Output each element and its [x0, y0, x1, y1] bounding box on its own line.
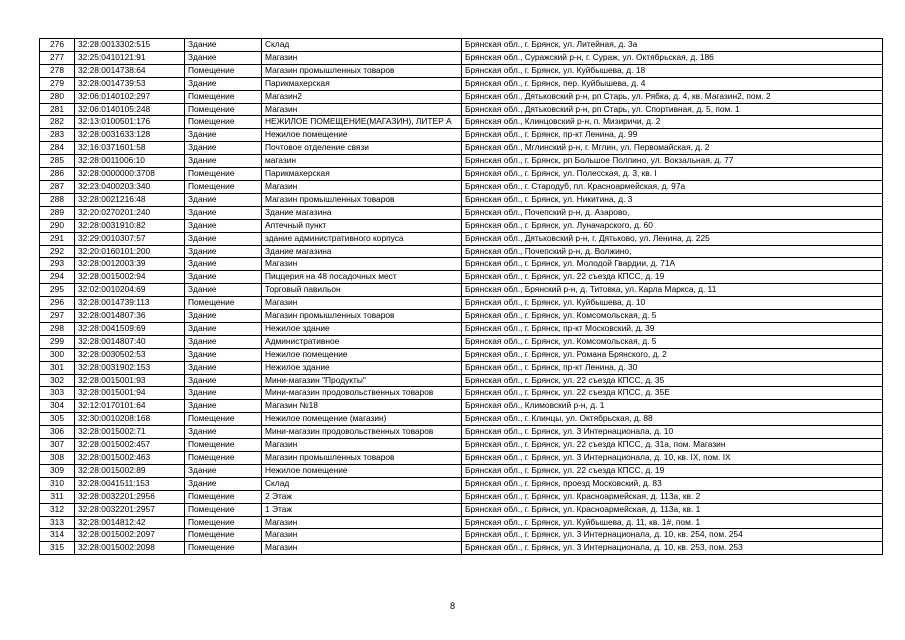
- address-cell: Брянская обл., г. Брянск, ул. 3 Интернационала, д. 10: [462, 426, 883, 439]
- cadastral-number-cell: 32:28:0031910:82: [75, 219, 185, 232]
- address-cell: Брянская обл., г. Стародуб, пл. Красноармейская, д. 97а: [462, 180, 883, 193]
- object-name-cell: здание административного корпуса: [262, 232, 462, 245]
- object-type-cell: Помещение: [185, 180, 262, 193]
- cadastral-number-cell: 32:28:0012003:39: [75, 258, 185, 271]
- row-number-cell: 277: [40, 51, 75, 64]
- object-type-cell: Помещение: [185, 529, 262, 542]
- object-name-cell: Магазин: [262, 542, 462, 555]
- object-name-cell: Торговый павильон: [262, 284, 462, 297]
- cadastral-number-cell: 32:13:0100501:176: [75, 116, 185, 129]
- row-number-cell: 302: [40, 374, 75, 387]
- property-table-body: [40, 39, 883, 555]
- cadastral-number-cell: 32:28:0041511:153: [75, 477, 185, 490]
- cadastral-number-cell: 32:28:0011006:10: [75, 155, 185, 168]
- address-cell: Брянская обл., Мглинский р-н, г. Мглин, ул. Первомайская, д. 2: [462, 142, 883, 155]
- table-row: [40, 426, 883, 439]
- object-name-cell: Магазин промышленных товаров: [262, 193, 462, 206]
- object-name-cell: Нежилое здание: [262, 361, 462, 374]
- cadastral-number-cell: 32:28:0021216:48: [75, 193, 185, 206]
- object-type-cell: Здание: [185, 51, 262, 64]
- table-row: [40, 464, 883, 477]
- object-name-cell: Мини-магазин продовольственных товаров: [262, 387, 462, 400]
- object-type-cell: Помещение: [185, 116, 262, 129]
- cadastral-number-cell: 32:02:0010204:69: [75, 284, 185, 297]
- object-name-cell: Магазин промышленных товаров: [262, 452, 462, 465]
- table-row: [40, 348, 883, 361]
- object-name-cell: Нежилое помещение: [262, 348, 462, 361]
- object-name-cell: Парикмахерская: [262, 77, 462, 90]
- table-row: [40, 361, 883, 374]
- cadastral-number-cell: 32:28:0031633:128: [75, 129, 185, 142]
- table-row: [40, 516, 883, 529]
- cadastral-number-cell: 32:12:0170101:64: [75, 400, 185, 413]
- object-type-cell: Здание: [185, 361, 262, 374]
- property-table: [39, 38, 883, 555]
- row-number-cell: 284: [40, 142, 75, 155]
- object-type-cell: Здание: [185, 232, 262, 245]
- object-type-cell: Помещение: [185, 452, 262, 465]
- object-name-cell: Нежилое помещение (магазин): [262, 413, 462, 426]
- object-type-cell: Помещение: [185, 439, 262, 452]
- object-type-cell: Помещение: [185, 542, 262, 555]
- row-number-cell: 296: [40, 297, 75, 310]
- cadastral-number-cell: 32:06:0140102:297: [75, 90, 185, 103]
- cadastral-number-cell: 32:28:0041509:69: [75, 322, 185, 335]
- cadastral-number-cell: 32:28:0015001:94: [75, 387, 185, 400]
- cadastral-number-cell: 32:23:0400203:340: [75, 180, 185, 193]
- object-type-cell: Помещение: [185, 413, 262, 426]
- row-number-cell: 294: [40, 271, 75, 284]
- row-number-cell: 276: [40, 39, 75, 52]
- row-number-cell: 295: [40, 284, 75, 297]
- cadastral-number-cell: 32:20:0270201:240: [75, 206, 185, 219]
- row-number-cell: 293: [40, 258, 75, 271]
- object-name-cell: Магазин2: [262, 90, 462, 103]
- object-name-cell: Парикмахерская: [262, 168, 462, 181]
- object-name-cell: Магазин: [262, 258, 462, 271]
- table-row: [40, 503, 883, 516]
- table-row: [40, 322, 883, 335]
- row-number-cell: 311: [40, 490, 75, 503]
- object-name-cell: Магазин: [262, 529, 462, 542]
- object-type-cell: Здание: [185, 155, 262, 168]
- cadastral-number-cell: 32:28:0031902:153: [75, 361, 185, 374]
- table-row: [40, 439, 883, 452]
- address-cell: Брянская обл., Дятьковский р-н, г. Дятьково, ул. Ленина, д. 225: [462, 232, 883, 245]
- address-cell: Брянская обл., Почепский р-н, д. Азарово,: [462, 206, 883, 219]
- table-row: [40, 245, 883, 258]
- table-row: [40, 155, 883, 168]
- object-type-cell: Помещение: [185, 297, 262, 310]
- object-type-cell: Здание: [185, 142, 262, 155]
- row-number-cell: 301: [40, 361, 75, 374]
- address-cell: Брянская обл., г. Брянск, ул. Красноармейская, д. 113а, кв. 2: [462, 490, 883, 503]
- cadastral-number-cell: 32:28:0014738:64: [75, 64, 185, 77]
- row-number-cell: 308: [40, 452, 75, 465]
- row-number-cell: 278: [40, 64, 75, 77]
- cadastral-number-cell: 32:06:0140105:248: [75, 103, 185, 116]
- address-cell: Брянская обл., г. Брянск, ул. Полесская, д. 3, кв. I: [462, 168, 883, 181]
- cadastral-number-cell: 32:28:0030502:53: [75, 348, 185, 361]
- row-number-cell: 280: [40, 90, 75, 103]
- row-number-cell: 305: [40, 413, 75, 426]
- object-type-cell: Помещение: [185, 64, 262, 77]
- row-number-cell: 314: [40, 529, 75, 542]
- row-number-cell: 283: [40, 129, 75, 142]
- cadastral-number-cell: 32:28:0000000:3708: [75, 168, 185, 181]
- object-name-cell: Магазин: [262, 103, 462, 116]
- address-cell: Брянская обл., г. Брянск, ул. 3 Интернационала, д. 10, кв. IX, пом. IX: [462, 452, 883, 465]
- address-cell: Брянская обл., г. Брянск, ул. 22 съезда КПСС, д. 35Е: [462, 387, 883, 400]
- cadastral-number-cell: 32:28:0014807:36: [75, 310, 185, 323]
- address-cell: Брянская обл., г. Брянск, ул. 22 съезда КПСС, д. 19: [462, 271, 883, 284]
- object-name-cell: Почтовое отделение связи: [262, 142, 462, 155]
- object-name-cell: НЕЖИЛОЕ ПОМЕЩЕНИЕ(МАГАЗИН), ЛИТЕР А: [262, 116, 462, 129]
- cadastral-number-cell: 32:25:0410121:91: [75, 51, 185, 64]
- object-name-cell: Магазин №18: [262, 400, 462, 413]
- object-type-cell: Здание: [185, 322, 262, 335]
- address-cell: Брянская обл., г. Брянск, ул. Куйбышева, д. 11, кв. 1#, пом. 1: [462, 516, 883, 529]
- address-cell: Брянская обл., г. Брянск, ул. Молодой Гвардии, д. 71А: [462, 258, 883, 271]
- row-number-cell: 304: [40, 400, 75, 413]
- address-cell: Брянская обл., Почепский р-н, д. Волжино,: [462, 245, 883, 258]
- object-type-cell: Здание: [185, 310, 262, 323]
- row-number-cell: 303: [40, 387, 75, 400]
- cadastral-number-cell: 32:30:0010208:168: [75, 413, 185, 426]
- object-name-cell: Склад: [262, 477, 462, 490]
- address-cell: Брянская обл., г. Брянск, ул. Комсомольская, д. 5: [462, 335, 883, 348]
- object-name-cell: Магазин: [262, 516, 462, 529]
- address-cell: Брянская обл., г. Брянск, ул. Романа Брянского, д. 2: [462, 348, 883, 361]
- object-type-cell: Здание: [185, 348, 262, 361]
- table-row: [40, 103, 883, 116]
- address-cell: Брянская обл., г. Брянск, ул. 3 Интернационала, д. 10, кв. 253, пом. 253: [462, 542, 883, 555]
- object-name-cell: Административное: [262, 335, 462, 348]
- cadastral-number-cell: 32:28:0014739:53: [75, 77, 185, 90]
- object-type-cell: Помещение: [185, 168, 262, 181]
- object-type-cell: Здание: [185, 387, 262, 400]
- object-type-cell: Здание: [185, 284, 262, 297]
- row-number-cell: 298: [40, 322, 75, 335]
- object-name-cell: Нежилое помещение: [262, 464, 462, 477]
- row-number-cell: 291: [40, 232, 75, 245]
- object-type-cell: Помещение: [185, 503, 262, 516]
- object-name-cell: Магазин: [262, 297, 462, 310]
- row-number-cell: 287: [40, 180, 75, 193]
- row-number-cell: 292: [40, 245, 75, 258]
- table-row: [40, 219, 883, 232]
- row-number-cell: 313: [40, 516, 75, 529]
- object-name-cell: Магазин: [262, 51, 462, 64]
- table-row: [40, 232, 883, 245]
- object-type-cell: Здание: [185, 193, 262, 206]
- address-cell: Брянская обл., г. Брянск, проезд Московский, д. 83: [462, 477, 883, 490]
- row-number-cell: 312: [40, 503, 75, 516]
- table-row: [40, 271, 883, 284]
- object-name-cell: Мини-магазин продовольственных товаров: [262, 426, 462, 439]
- address-cell: Брянская обл., г. Брянск, пр-кт Московский, д. 39: [462, 322, 883, 335]
- table-row: [40, 310, 883, 323]
- address-cell: Брянская обл., Брянский р-н, д. Титовка, ул. Карла Маркса, д. 11: [462, 284, 883, 297]
- object-type-cell: Помещение: [185, 103, 262, 116]
- object-name-cell: Склад: [262, 39, 462, 52]
- cadastral-number-cell: 32:28:0015002:94: [75, 271, 185, 284]
- table-row: [40, 542, 883, 555]
- cadastral-number-cell: 32:28:0015002:2097: [75, 529, 185, 542]
- table-row: [40, 180, 883, 193]
- table-row: [40, 297, 883, 310]
- cadastral-number-cell: 32:28:0015002:71: [75, 426, 185, 439]
- address-cell: Брянская обл., г. Брянск, ул. 3 Интернационала, д. 10, кв. 254, пом. 254: [462, 529, 883, 542]
- table-row: [40, 206, 883, 219]
- object-type-cell: Помещение: [185, 516, 262, 529]
- table-row: [40, 477, 883, 490]
- object-name-cell: Магазин: [262, 180, 462, 193]
- cadastral-number-cell: 32:28:0015002:463: [75, 452, 185, 465]
- object-type-cell: Помещение: [185, 490, 262, 503]
- address-cell: Брянская обл., Климовский р-н, д. 1: [462, 400, 883, 413]
- table-row: [40, 258, 883, 271]
- address-cell: Брянская обл., г. Брянск, ул. 22 съезда КПСС, д. 31а, пом. Магазин: [462, 439, 883, 452]
- row-number-cell: 286: [40, 168, 75, 181]
- object-type-cell: Здание: [185, 258, 262, 271]
- address-cell: Брянская обл., Клинцовский р-н, п. Мизиричи, д. 2: [462, 116, 883, 129]
- row-number-cell: 300: [40, 348, 75, 361]
- row-number-cell: 310: [40, 477, 75, 490]
- table-row: [40, 529, 883, 542]
- object-name-cell: Мини-магазин "Продукты": [262, 374, 462, 387]
- table-row: [40, 400, 883, 413]
- cadastral-number-cell: 32:28:0014812:42: [75, 516, 185, 529]
- row-number-cell: 282: [40, 116, 75, 129]
- object-name-cell: 1 Этаж: [262, 503, 462, 516]
- object-name-cell: 2 Этаж: [262, 490, 462, 503]
- row-number-cell: 315: [40, 542, 75, 555]
- table-row: [40, 335, 883, 348]
- object-type-cell: Здание: [185, 400, 262, 413]
- cadastral-number-cell: 32:28:0015002:2098: [75, 542, 185, 555]
- table-row: [40, 387, 883, 400]
- address-cell: Брянская обл., г. Брянск, ул. Куйбышева, д. 18: [462, 64, 883, 77]
- row-number-cell: 289: [40, 206, 75, 219]
- cadastral-number-cell: 32:28:0032201:2957: [75, 503, 185, 516]
- object-type-cell: Здание: [185, 464, 262, 477]
- address-cell: Брянская обл., г. Клинцы, ул. Октябрьская, д. 88: [462, 413, 883, 426]
- cadastral-number-cell: 32:28:0015002:457: [75, 439, 185, 452]
- row-number-cell: 288: [40, 193, 75, 206]
- table-row: [40, 142, 883, 155]
- cadastral-number-cell: 32:28:0015001:93: [75, 374, 185, 387]
- object-type-cell: Здание: [185, 39, 262, 52]
- object-name-cell: Здание магазина: [262, 206, 462, 219]
- object-type-cell: Здание: [185, 219, 262, 232]
- address-cell: Брянская обл., г. Брянск, рп Большое Полпино, ул. Вокзальная, д. 77: [462, 155, 883, 168]
- object-type-cell: Здание: [185, 77, 262, 90]
- object-name-cell: Нежилое здание: [262, 322, 462, 335]
- address-cell: Брянская обл., г. Брянск, ул. Луначарского, д. 60: [462, 219, 883, 232]
- address-cell: Брянская обл., г. Брянск, пр-кт Ленина, д. 30: [462, 361, 883, 374]
- object-type-cell: Здание: [185, 129, 262, 142]
- object-type-cell: Здание: [185, 271, 262, 284]
- cadastral-number-cell: 32:28:0014739:113: [75, 297, 185, 310]
- cadastral-number-cell: 32:16:0371601:58: [75, 142, 185, 155]
- row-number-cell: 297: [40, 310, 75, 323]
- cadastral-number-cell: 32:28:0015002:89: [75, 464, 185, 477]
- object-type-cell: Помещение: [185, 90, 262, 103]
- table-row: [40, 51, 883, 64]
- row-number-cell: 281: [40, 103, 75, 116]
- cadastral-number-cell: 32:28:0032201:2956: [75, 490, 185, 503]
- row-number-cell: 285: [40, 155, 75, 168]
- address-cell: Брянская обл., г. Брянск, ул. Никитина, д. 3: [462, 193, 883, 206]
- address-cell: Брянская обл., г. Брянск, ул. Литейная, д. 3а: [462, 39, 883, 52]
- object-name-cell: магазин: [262, 155, 462, 168]
- table-row: [40, 129, 883, 142]
- row-number-cell: 279: [40, 77, 75, 90]
- table-row: [40, 116, 883, 129]
- address-cell: Брянская обл., г. Брянск, ул. 22 съезда КПСС, д. 35: [462, 374, 883, 387]
- row-number-cell: 309: [40, 464, 75, 477]
- cadastral-number-cell: 32:20:0160101:200: [75, 245, 185, 258]
- object-name-cell: Здание магазина: [262, 245, 462, 258]
- table-row: [40, 64, 883, 77]
- address-cell: Брянская обл., г. Брянск, ул. 22 съезда КПСС, д. 19: [462, 464, 883, 477]
- address-cell: Брянская обл., г. Брянск, ул. Красноармейская, д. 113а, кв. 1: [462, 503, 883, 516]
- address-cell: Брянская обл., г. Брянск, ул. Комсомольская, д. 5: [462, 310, 883, 323]
- table-row: [40, 77, 883, 90]
- object-name-cell: Аптечный пункт: [262, 219, 462, 232]
- object-type-cell: Здание: [185, 426, 262, 439]
- table-row: [40, 374, 883, 387]
- table-row: [40, 168, 883, 181]
- object-name-cell: Магазин промышленных товаров: [262, 64, 462, 77]
- row-number-cell: 299: [40, 335, 75, 348]
- table-row: [40, 284, 883, 297]
- address-cell: Брянская обл., Суражский р-н, г. Сураж, ул. Октябрьская, д. 186: [462, 51, 883, 64]
- object-name-cell: Нежилое помещение: [262, 129, 462, 142]
- object-type-cell: Здание: [185, 477, 262, 490]
- object-name-cell: Магазин промышленных товаров: [262, 310, 462, 323]
- table-row: [40, 193, 883, 206]
- address-cell: Брянская обл., Дятьковский р-н, рп Старь, ул. Рябка, д. 4, кв. Магазин2, пом. 2: [462, 90, 883, 103]
- address-cell: Брянская обл., г. Брянск, ул. Куйбышева, д. 10: [462, 297, 883, 310]
- table-row: [40, 452, 883, 465]
- object-name-cell: Магазин: [262, 439, 462, 452]
- object-name-cell: Пиццерия на 48 посадочных мест: [262, 271, 462, 284]
- address-cell: Брянская обл., г. Брянск, пер. Куйбышева, д. 4: [462, 77, 883, 90]
- cadastral-number-cell: 32:29:0010307:57: [75, 232, 185, 245]
- row-number-cell: 306: [40, 426, 75, 439]
- row-number-cell: 290: [40, 219, 75, 232]
- table-row: [40, 39, 883, 52]
- object-type-cell: Здание: [185, 206, 262, 219]
- cadastral-number-cell: 32:28:0014807:40: [75, 335, 185, 348]
- object-type-cell: Здание: [185, 374, 262, 387]
- row-number-cell: 307: [40, 439, 75, 452]
- object-type-cell: Здание: [185, 335, 262, 348]
- object-type-cell: Здание: [185, 245, 262, 258]
- table-row: [40, 90, 883, 103]
- page-number: 8: [449, 601, 455, 611]
- cadastral-number-cell: 32:28:0013302:515: [75, 39, 185, 52]
- address-cell: Брянская обл., Дятьковский р-н, рп Старь, ул. Спортивная, д. 5, пом. 1: [462, 103, 883, 116]
- table-row: [40, 413, 883, 426]
- table-row: [40, 490, 883, 503]
- address-cell: Брянская обл., г. Брянск, пр-кт Ленина, д. 99: [462, 129, 883, 142]
